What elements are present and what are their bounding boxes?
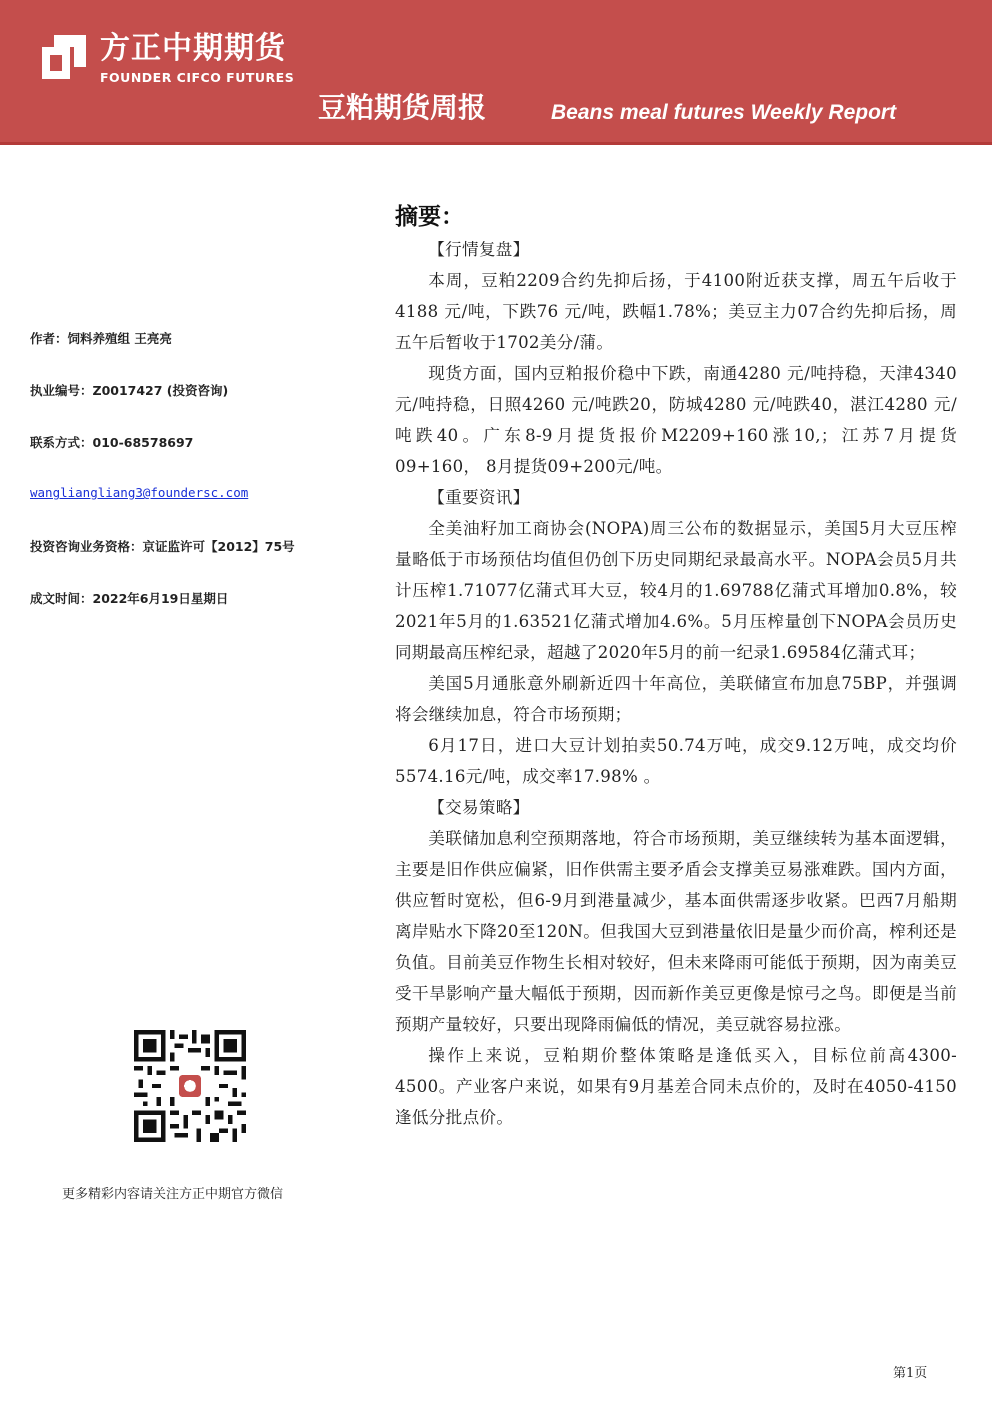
report-header — [0, 0, 992, 145]
company-name-cn: 方正中期期货 — [100, 31, 286, 66]
paragraph: 本周，豆粕2209合约先抑后扬，于4100附近获支撑，周五午后收于4188 元/吨，下跌76 元/吨，跌幅1.78%；美豆主力07合约先抑后扬，周五午后暂收于1702美分/蒲。 — [395, 271, 957, 352]
paragraph: 美国5月通胀意外刷新近四十年高位，美联储宣布加息75BP，并强调将会继续加息，符合市场预期； — [395, 674, 957, 724]
paragraph: 美联储加息利空预期落地，符合市场预期，美豆继续转为基本面逻辑，主要是旧作供应偏紧，旧作供需主要矛盾会支撑美豆易涨难跌。国内方面，供应暂时宽松，但6-9月到港量减少，基本面供需逐步收紧。巴西7月船期离岸贴水下降20至120N。但我国大豆到港量依旧是量少而价高，榨利还是负值。目前美豆作物生长相对较好，但未来降雨可能低于预期，因为南美豆受干旱影响产量大幅低于预期，因而新作美豆更像是惊弓之鸟。即便是当前预期产量较好，只要出现降雨偏低的情况，美豆就容易拉涨。 — [395, 829, 957, 1034]
qr-caption: 更多精彩内容请关注方正中期官方微信 — [62, 1187, 284, 1202]
qualification-line: 投资咨询业务资格：京证监许可【2012】75号 — [30, 539, 295, 554]
page-number: 第1页 — [893, 1366, 928, 1381]
company-name-en: FOUNDER CIFCO FUTURES — [100, 70, 295, 85]
written-date: 成文时间：2022年6月19日星期日 — [30, 591, 229, 606]
paragraph: 全美油籽加工商协会(NOPA)周三公布的数据显示，美国5月大豆压榨量略低于市场预估均值但仍创下历史同期纪录最高水平。NOPA会员5月共计压榨1.71077亿蒲式耳大豆，较4月的1.69788亿蒲式耳增加0.8%，较2021年5月的1.63521亿蒲式增加4.6%。5月压榨量创下NOPA会员历史同期最高压榨纪录，超越了2020年5月的前一纪录1.69584亿蒲式耳； — [395, 519, 957, 662]
wechat-qr-code — [134, 1030, 246, 1142]
founder-logo-icon — [40, 33, 88, 81]
paragraph: 现货方面，国内豆粕报价稳中下跌，南通4280 元/吨持稳，天津4340 元/吨持稳，日照4260 元/吨跌20，防城4280 元/吨跌40，湛江4280 元/吨跌40。广东8-9月提货报价M2209+160涨10,；江苏7月提货09+160， 8月提货09+200元/吨。 — [395, 364, 957, 476]
paragraph: 6月17日，进口大豆计划拍卖50.74万吨，成交9.12万吨，成交均价5574.16元/吨，成交率17.98% 。 — [395, 736, 957, 786]
author-line: 作者：饲料养殖组 王亮亮 — [30, 331, 172, 346]
summary-section — [395, 200, 957, 1133]
section-heading-trading-strategy: 【交易策略】 — [428, 798, 530, 817]
email-link[interactable]: wangliangliang3@foundersc.com — [30, 485, 249, 500]
license-number: 执业编号：Z0017427 (投资咨询) — [30, 383, 229, 398]
paragraph: 操作上来说，豆粕期价整体策略是逢低买入，目标位前高4300-4500。产业客户来说，如果有9月基差合同未点价的，及时在4050-4150逢低分批点价。 — [395, 1046, 957, 1127]
report-title-en: Beans meal futures Weekly Report — [551, 101, 897, 124]
report-title-cn: 豆粕期货周报 — [318, 91, 487, 124]
summary-title: 摘要： — [395, 204, 464, 230]
section-heading-key-news: 【重要资讯】 — [428, 488, 530, 507]
section-heading-market-review: 【行情复盘】 — [428, 240, 530, 259]
contact-phone: 联系方式：010-68578697 — [30, 435, 194, 450]
